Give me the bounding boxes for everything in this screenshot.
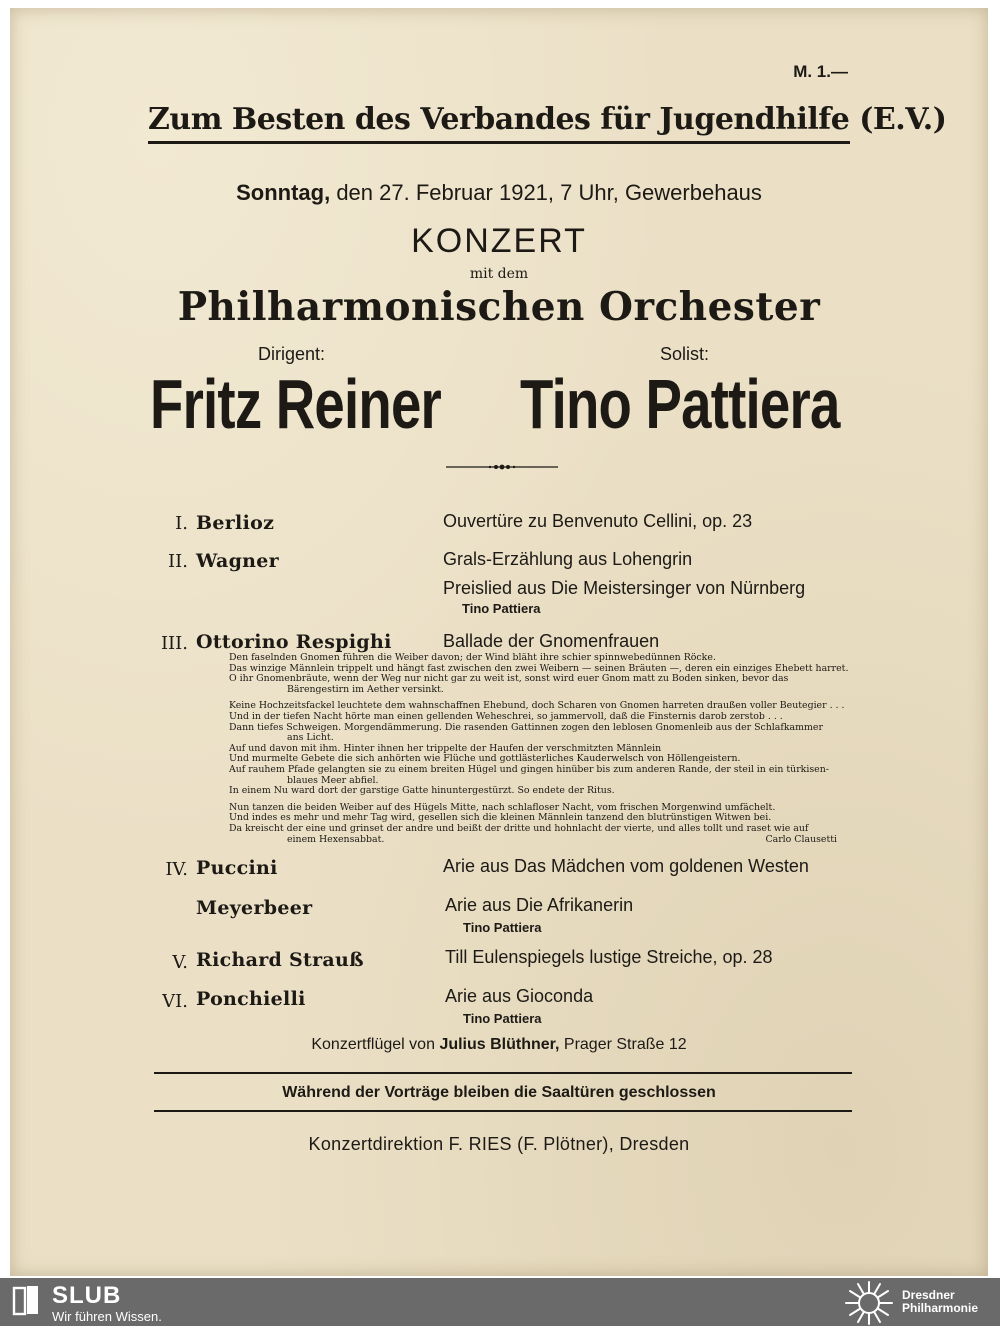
poem-line: blaues Meer abfiel. (287, 774, 379, 786)
partner-line2: Philharmonie (902, 1301, 979, 1315)
program-work: Till Eulenspiegels lustige Streiche, op. 28 (445, 947, 773, 967)
program-composer: Puccini (196, 857, 278, 879)
konzert-heading: KONZERT (411, 222, 587, 260)
poem-line: Den faselnden Gnomen führen die Weiber davon; der Wind bläht ihre schier spinnwebedünnen Röcke. (229, 652, 716, 663)
poem-line: Auf und davon mit ihm. Hinter ihnen her trippelte der Haufen der verschmitzten Männlein (229, 742, 662, 754)
price: M. 1.— (793, 62, 848, 81)
poem-line: Keine Hochzeitsfackel leuchtete dem wahnschaffnen Ehebund, doch Scharen von Gnomen harreten draußen voller Beutegier . . . (229, 700, 845, 712)
conductor-name: Fritz Reiner (150, 365, 442, 443)
event-day: Sonntag, (236, 180, 331, 205)
event-details: den 27. Februar 1921, 7 Uhr, Gewerbehaus (336, 180, 762, 205)
program-composer: Wagner (196, 550, 279, 572)
orchestra-name: Philharmonischen Orchester (177, 284, 821, 330)
charity-banner: Zum Besten des Verbandes für Jugendhilfe (E.V.) (148, 102, 947, 137)
philharmonie-logo-icon (842, 1280, 896, 1326)
program-work: Arie aus Das Mädchen vom goldenen Westen (443, 856, 809, 876)
soloist-label: Solist: (660, 344, 710, 364)
program-work: Ouvertüre zu Benvenuto Cellini, op. 23 (443, 511, 753, 531)
partner-name (902, 1289, 978, 1315)
poem-line: Und in der tiefen Nacht hörte man einen gellenden Weheschrei, so jammervoll, daß die Finsternis darob zerstob . . . (229, 710, 783, 722)
concert-direction: Konzertdirektion F. RIES (F. Plötner), Dresden (308, 1134, 690, 1154)
conductor-label: Dirigent: (258, 344, 326, 364)
banner-rule (148, 141, 850, 144)
program-work: Arie aus Gioconda (445, 986, 594, 1006)
piano-maker: Julius Blüthner, (439, 1036, 560, 1053)
piano-credit (10, 1036, 988, 1054)
poem-line: Auf rauhem Pfade gelangten sie zu einem breiten Hügel und gingen hinüber bis zum anderen Rande, der steil in ein türkisen- (229, 763, 829, 775)
program-numeral: IV. (165, 859, 188, 880)
soloist-name: Tino Pattiera (520, 365, 840, 443)
event-date-venue (10, 180, 988, 206)
slub-logo-icon (12, 1284, 42, 1318)
ornament-divider (446, 463, 558, 471)
poem-author: Carlo Clausetti (765, 833, 837, 845)
door-notice: Während der Vorträge bleiben die Saaltüren geschlossen (282, 1084, 716, 1101)
library-name: SLUB (52, 1282, 122, 1309)
poem-line: Nun tanzen die beiden Weiber auf des Hügels Mitte, nach schlafloser Nacht, vom frischen Morgenwind umfächelt. (229, 801, 776, 813)
mit-dem: mit dem (469, 266, 529, 282)
program-composer: Berlioz (196, 512, 275, 534)
program-work: Ballade der Gnomenfrauen (443, 631, 660, 651)
poem-line: Dann tiefes Schweigen. Morgendämmerung. Die rasenden Gattinnen zogen den leblosen Gnomenleib aus der Schlafkammer (229, 721, 823, 733)
poem-line: Und indes es mehr und mehr Tag wird, gesellen sich die kleinen Männlein tanzend den blutrünstigen Witwen bei. (229, 812, 772, 824)
program-work: Grals-Erzählung aus Lohengrin (443, 549, 693, 569)
poem-line: O ihr Gnomenbräute, wenn der Weg nur nicht gar zu weit ist, sonst wird euer Gnom matt zu Boden sinken, bevor das (229, 673, 789, 685)
program-composer: Richard Strauß (196, 949, 364, 971)
piano-address: Prager Straße 12 (563, 1036, 687, 1053)
program-composer: Meyerbeer (196, 897, 313, 919)
footer-bar (0, 1278, 1000, 1326)
partner-line1: Dresdner (902, 1288, 955, 1302)
program-numeral: V. (172, 952, 188, 973)
program-performer: Tino Pattiera (463, 1011, 542, 1026)
poem-line: Und murmelte Gebete die sich anhörten wie Flüche und gottlästerliches Kauderwelsch von Höllengeistern. (229, 753, 741, 765)
program-numeral: VI. (162, 991, 188, 1012)
library-tagline: Wir führen Wissen. (52, 1309, 162, 1324)
notice-rule-top (154, 1072, 852, 1074)
program-numeral: III. (160, 633, 188, 654)
poem-line: einem Hexensabbat. (287, 833, 385, 845)
poem-line: Da kreischt der eine und grinset der andre und beißt der dritte und hohnlacht der vierte, und alles tollt und raset wie auf (229, 822, 809, 834)
poem-text (229, 653, 851, 846)
program-performer: Tino Pattiera (462, 601, 541, 616)
program-composer: Ottorino Respighi (196, 631, 392, 653)
program-numeral: I. (175, 513, 188, 534)
program-work: Arie aus Die Afrikanerin (445, 895, 634, 915)
poem-line: Das winzige Männlein trippelt und hängt fast zwischen den zwei Weibern — seinen Bräuten —, deren ein einziges Ehebett harret. (229, 662, 849, 674)
poem-line: In einem Nu ward dort der garstige Gatte hinuntergestürzt. So endete der Ritus. (229, 785, 615, 797)
piano-prefix: Konzertflügel von (311, 1036, 435, 1053)
program-numeral: II. (168, 551, 188, 572)
program-performer: Tino Pattiera (463, 920, 542, 935)
program-composer: Ponchielli (196, 988, 306, 1010)
program-work-second: Preislied aus Die Meistersinger von Nürnberg (443, 578, 806, 598)
concert-poster (10, 8, 988, 1276)
poem-line: Bärengestirn im Aether versinkt. (287, 683, 444, 695)
poem-line: ans Licht. (287, 732, 334, 744)
notice-rule-bottom (154, 1110, 852, 1112)
